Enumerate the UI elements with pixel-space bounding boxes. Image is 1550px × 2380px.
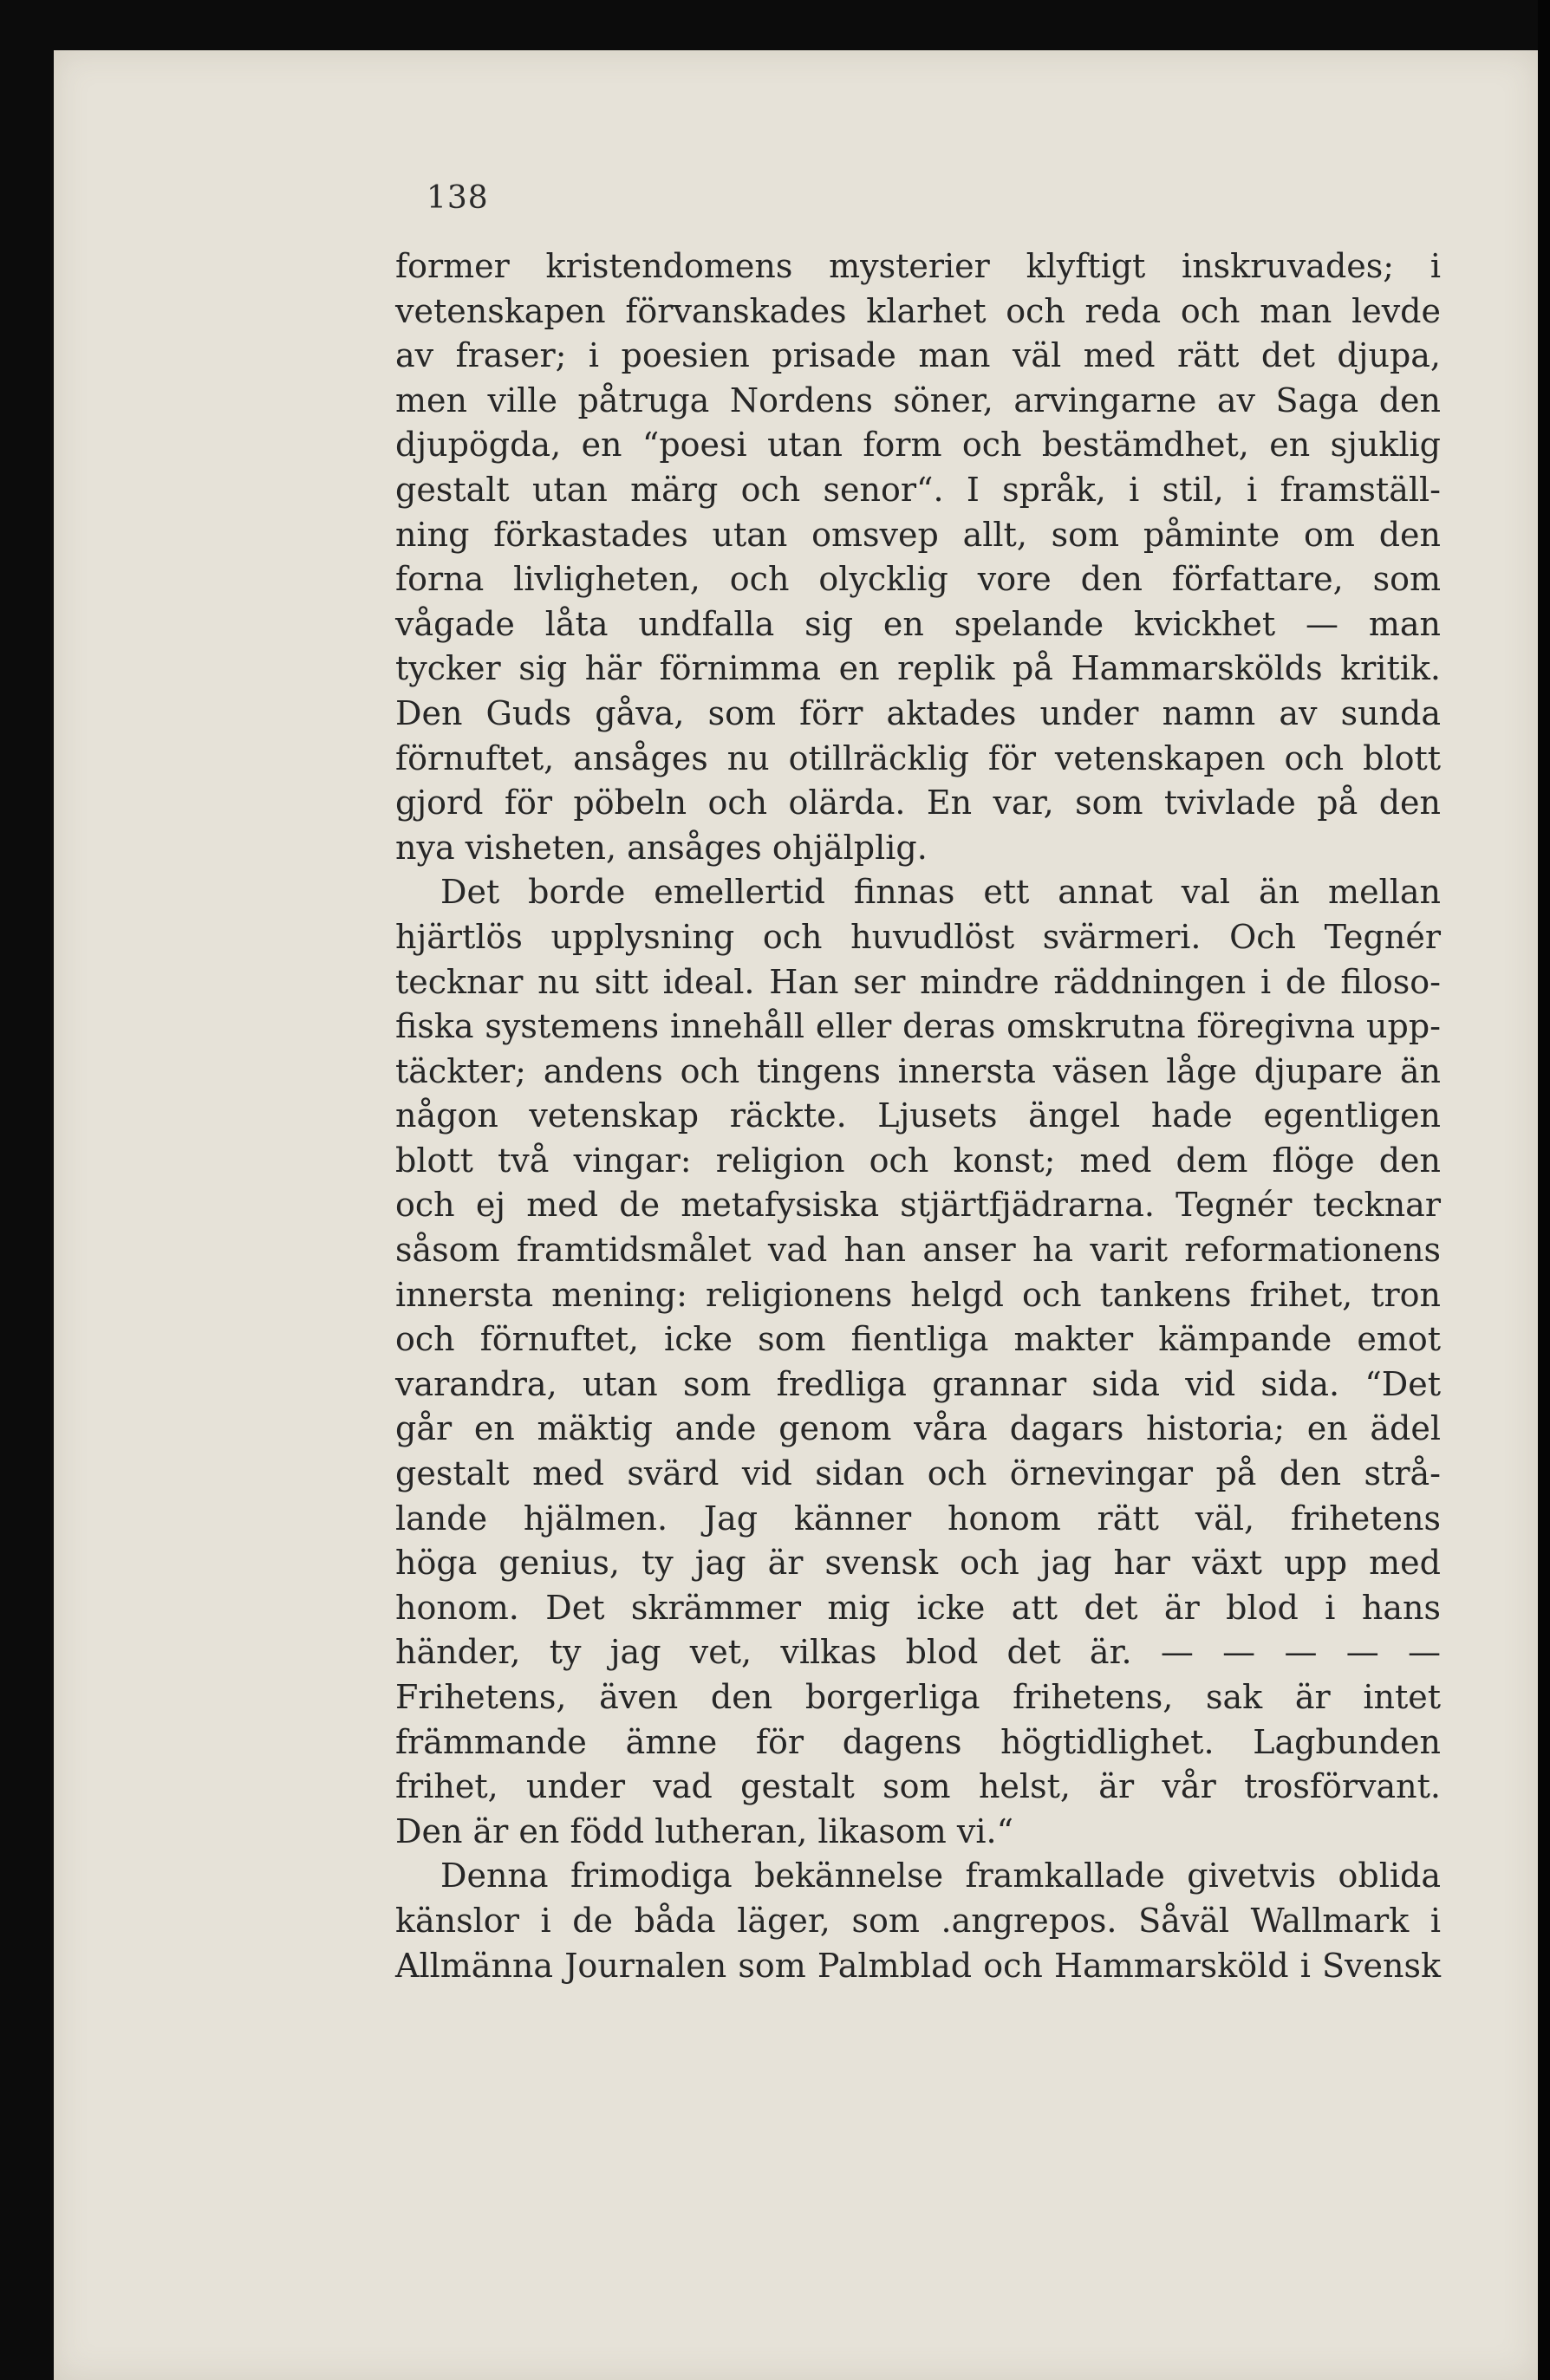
text-line: och förnuftet, icke som fientliga makter kämpande emot [395,1320,1441,1359]
text-line: forna livligheten, och olycklig vore den författare, som [395,560,1441,599]
text-line: hjärtlös upplysning och huvudlöst svärmeri. Och Tegnér [395,917,1441,956]
text-line: såsom framtidsmålet vad han anser ha varit reformationens [395,1231,1441,1270]
text-line: Den är en född lutheran, likasom vi.“ [395,1811,1014,1850]
text-line: former kristendomens mysterier klyftigt inskruvades; i [395,247,1441,285]
text-line: någon vetenskap räckte. Ljusets ängel hade egentligen [395,1096,1441,1135]
text-line: vetenskapen förvanskades klarhet och reda och man levde [395,291,1441,330]
text-line: lande hjälmen. Jag känner honom rätt väl, frihetens [395,1499,1441,1538]
text-line: Frihetens, även den borgerliga frihetens, sak är intet [395,1678,1441,1716]
text-line: tycker sig här förnimma en replik på Hammarskölds kritik. [395,649,1441,688]
text-line: ning förkastades utan omsvep allt, som påminte om den [395,515,1441,554]
text-line: gestalt med svärd vid sidan och örnevingar på den strå- [395,1454,1441,1493]
text-line: nya visheten, ansåges ohjälplig. [395,828,928,867]
text-line: av fraser; i poesien prisade man väl med rätt det djupa, [395,336,1441,375]
text-line: honom. Det skrämmer mig icke att det är blod i hans [395,1588,1441,1627]
text-line: höga genius, ty jag är svensk och jag har växt upp med [395,1544,1441,1583]
text-line: varandra, utan som fredliga grannar sida vid sida. “Det [395,1364,1441,1403]
text-line: fiska systemens innehåll eller deras omskrutna föregivna upp- [395,1007,1441,1046]
text-line: blott två vingar: religion och konst; med dem flöge den [395,1141,1441,1180]
text-line: händer, ty jag vet, vilkas blod det är. — — — — — [395,1633,1441,1672]
text-line: täckter; andens och tingens innersta väsen låge djupare än [395,1051,1441,1090]
text-line: och ej med de metafysiska stjärtfjädrarna. Tegnér tecknar [395,1186,1441,1225]
text-line: förnuftet, ansåges nu otillräcklig för vetenskapen och blott [395,738,1441,777]
text-line: men ville påtruga Nordens söner, arvingarne av Saga den [395,380,1441,419]
text-line: känslor i de båda läger, som .angrepos. Såväl Wallmark i [395,1901,1441,1940]
text-line: tecknar nu sitt ideal. Han ser mindre räddningen i de filoso- [395,962,1441,1001]
text-line: Den Guds gåva, som förr aktades under namn av sunda [395,693,1441,732]
text-line: gestalt utan märg och senor“. I språk, i stil, i framställ- [395,470,1441,509]
text-line: innersta mening: religionens helgd och tankens frihet, tron [395,1275,1441,1314]
text-line: gjord för pöbeln och olärda. En var, som tvivlade på den [395,784,1441,823]
text-line: främmande ämne för dagens högtidlighet. Lagbunden [395,1722,1441,1761]
body-text [395,244,1441,1988]
text-line: vågade låta undfalla sig en spelande kvickhet — man [395,604,1441,643]
text-line: Allmänna Journalen som Palmblad och Hammarsköld i Svensk [395,1946,1441,1985]
text-line: går en mäktig ande genom våra dagars historia; en ädel [395,1409,1441,1448]
text-line: frihet, under vad gestalt som helst, är vår trosförvant. [395,1767,1441,1806]
page-number: 138 [427,180,489,216]
text-line: djupögda, en “poesi utan form och bestämdhet, en sjuklig [395,426,1441,465]
text-line: Denna frimodiga bekännelse framkallade givetvis oblida [440,1857,1441,1896]
text-line: Det borde emellertid finnas ett annat val än mellan [440,873,1441,912]
scan-edge [1538,0,1550,2380]
